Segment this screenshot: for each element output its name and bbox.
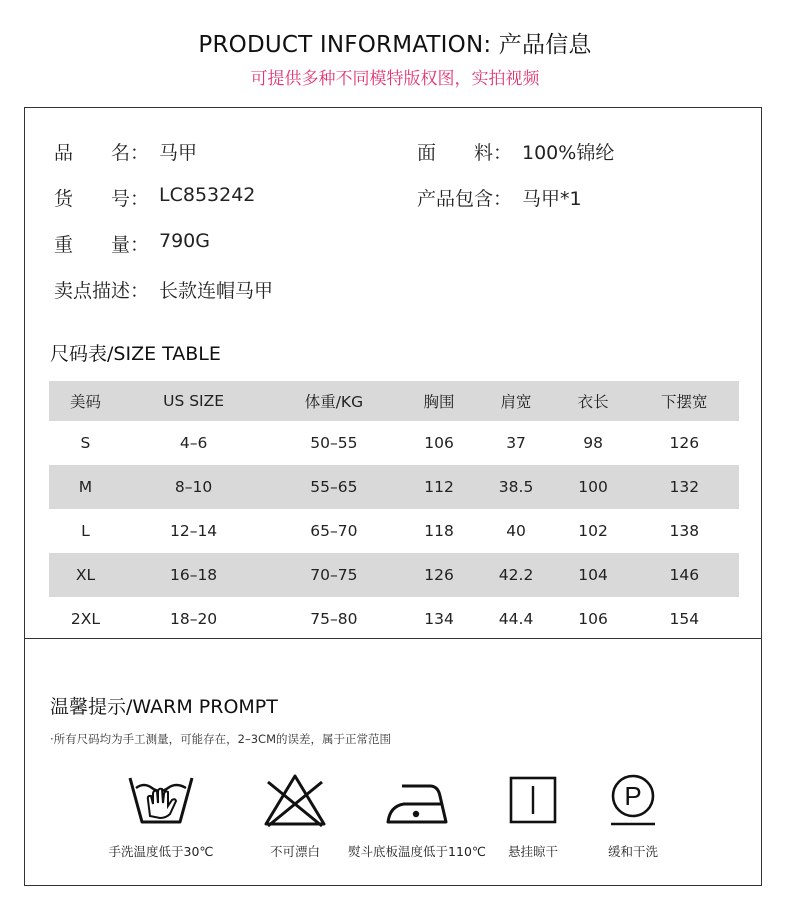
page-title: PRODUCT INFORMATION: 产品信息 [198,32,592,58]
spec-name-value: 马甲 [159,142,198,164]
table-cell: 38.5 [498,478,534,496]
header-cell: 下摆宽 [661,393,708,411]
dry-clean-symbol: P [624,781,642,811]
table-cell: 18–20 [169,610,218,628]
hang-dry-icon [498,770,568,830]
care-label: 悬挂晾干 [507,844,558,859]
table-cell: 12–14 [169,522,218,540]
spec-selling-value: 长款连帽马甲 [159,280,274,302]
page-subtitle: 可提供多种不同模特版权图，实拍视频 [250,69,540,89]
care-label: 手洗温度低于30℃ [108,844,214,859]
header-cell: 美码 [69,393,101,411]
care-label: 不可漂白 [269,844,320,859]
spec-item-label: 货 号： [54,188,150,210]
spec-fabric [417,138,615,165]
spec-item-value: LC853242 [159,184,256,206]
care-item-dry-clean [563,770,703,859]
spec-includes-value: 马甲*1 [522,188,582,210]
size-table [49,381,739,641]
spec-includes-label: 产品包含： [417,188,513,210]
header-cell: 胸围 [423,393,455,411]
spec-includes [417,184,582,211]
table-cell: XL [75,566,96,584]
warm-prompt-title: 温馨提示/WARM PROMPT [50,696,278,718]
spec-selling-point [54,276,274,303]
hand-wash-icon [126,770,196,830]
size-table-header-row [49,381,739,421]
table-cell: M [78,478,93,496]
table-cell: 75–80 [310,610,358,628]
spec-fabric-value: 100%锦纶 [522,142,615,164]
table-cell: 8–10 [174,478,213,496]
table-cell: 112 [424,478,454,496]
no-bleach-icon [260,770,330,830]
header-cell: 体重/KG [304,393,364,411]
table-row [49,553,739,597]
header-cell: 肩宽 [500,393,532,411]
table-row [49,421,739,465]
header-cell: 衣长 [577,393,609,411]
table-cell: 4–6 [179,434,208,452]
table-cell: 50–55 [310,434,358,452]
table-cell: 106 [424,434,454,452]
table-cell: 132 [669,478,700,496]
spec-fabric-label: 面 料： [417,142,513,164]
table-cell: 37 [506,434,526,452]
table-cell: 2XL [70,610,101,628]
table-cell: 138 [669,522,700,540]
table-cell: 102 [578,522,608,540]
care-item-hand-wash [91,770,231,859]
spec-name [54,138,198,165]
care-label: 熨斗底板温度低于110℃ [348,844,486,859]
table-cell: 42.2 [498,566,534,584]
table-cell: 100 [578,478,608,496]
table-cell: 154 [669,610,700,628]
table-cell: 55–65 [310,478,358,496]
table-cell: 70–75 [310,566,358,584]
table-cell: 106 [578,610,608,628]
table-cell: 126 [669,434,700,452]
table-cell: S [80,434,91,452]
dry-clean-icon [598,770,668,830]
table-row [49,509,739,553]
table-cell: 40 [506,522,526,540]
measurement-note: ·所有尺码均为手工测量，可能存在，2–3CM的误差，属于正常范围 [50,732,391,746]
table-cell: 146 [669,566,700,584]
spec-name-label: 品 名： [54,142,150,164]
table-cell: 98 [583,434,603,452]
table-cell: 16–18 [169,566,218,584]
spec-weight-label: 重 量： [54,234,150,256]
size-table-title: 尺码表/SIZE TABLE [50,343,221,365]
care-item-no-bleach [225,770,365,859]
table-cell: 134 [424,610,454,628]
spec-weight [54,230,210,257]
table-cell: 118 [424,522,454,540]
care-label: 缓和干洗 [607,844,658,859]
table-cell: 126 [424,566,454,584]
table-cell: L [81,522,90,540]
table-cell: 65–70 [310,522,358,540]
spec-selling-label: 卖点描述： [54,280,150,302]
spec-weight-value: 790G [159,230,210,252]
table-row [49,597,739,641]
table-cell: 104 [578,566,608,584]
iron-icon [382,770,452,830]
header-cell: US SIZE [163,392,225,410]
table-row [49,465,739,509]
spec-item-no [54,184,256,211]
table-cell: 44.4 [498,610,534,628]
